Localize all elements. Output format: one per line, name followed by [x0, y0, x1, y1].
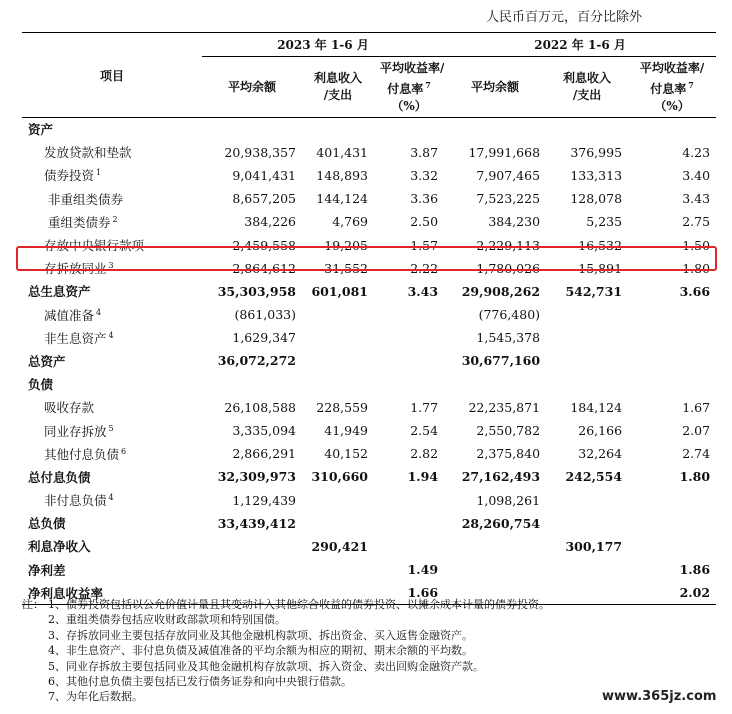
interest-2023-cell: 31,552: [324, 260, 368, 276]
avg-balance-2022-cell: 2,550,782: [476, 423, 541, 439]
yield-2023-cell: 2.22: [410, 260, 439, 276]
section-row: [22, 118, 716, 141]
yield-2023-cell: 3.43: [407, 283, 439, 299]
interest-2023-cell: 41,949: [324, 423, 368, 439]
interest-2022-cell: [546, 303, 628, 326]
interest-2023-cell: [302, 349, 374, 372]
yield-2023-cell: 3.87: [410, 144, 439, 160]
yield-2023-cell: 3.32: [410, 167, 439, 183]
interest-2023-cell: 401,431: [316, 144, 368, 160]
interest-2022-cell: [546, 326, 628, 349]
row-label: 发放贷款和垫款: [44, 145, 132, 161]
yield-2023-cell: 2.82: [410, 446, 439, 462]
yield-2023-cell: [374, 535, 444, 558]
table-row: [22, 164, 716, 187]
interest-2023-cell: 19,205: [324, 237, 368, 253]
yield-2022-cell: [628, 303, 716, 326]
avg-balance-2023-cell: 2,459,558: [232, 237, 296, 253]
row-label: 净利差: [28, 562, 66, 578]
footnote-7: 7、为年化后数据。: [48, 690, 143, 704]
table-row: [22, 558, 716, 581]
yield-2023-cell: [374, 326, 444, 349]
row-label: 净利息收益率: [22, 581, 202, 604]
yield-2023-cell: [374, 303, 444, 326]
interest-2022-cell: 128,078: [570, 191, 623, 207]
interest-2023-cell: 290,421: [311, 538, 368, 554]
interest-2023-cell: [302, 558, 374, 581]
yield-2023-cell: 1.49: [407, 562, 439, 578]
yield-2023-cell: 1.66: [374, 581, 444, 604]
row-label: 其他付息负债 $^6$: [44, 446, 127, 462]
interest-2023-cell: [302, 303, 374, 326]
yield-2022-cell: 3.43: [682, 191, 711, 207]
row-label: 总资产: [28, 353, 66, 369]
footnote-row: [22, 689, 550, 704]
avg-balance-2022-cell: (776,480): [478, 307, 541, 323]
interest-2022-cell: 32,264: [578, 446, 623, 462]
avg-balance-2023-cell: 3,335,094: [232, 423, 296, 439]
table-row: [22, 303, 716, 326]
interest-2022-cell: 133,313: [570, 167, 623, 183]
avg-balance-2022-cell: 384,230: [488, 214, 541, 230]
interest-2023-cell: 144,124: [316, 191, 368, 207]
period-header-row: [22, 33, 716, 57]
footnote-2: 2、重组类债券包括应收财政部款项和特别国债。: [48, 613, 286, 627]
yield-2022-cell: [628, 326, 716, 349]
avg-balance-2022-cell: 30,677,160: [461, 353, 541, 369]
table-row: [22, 349, 716, 372]
table-row: [22, 210, 716, 233]
row-label: 非重组类债券: [48, 191, 124, 207]
yield-2023-cell: 2.54: [410, 423, 439, 439]
interest-header-2022: 利息收入 /支出: [546, 57, 628, 118]
avg-balance-2023-cell: 1,129,439: [232, 492, 296, 508]
footnote-1: 1、债券投资包括以公允价值计量且其变动计入其他综合收益的债券投资、以摊余成本计量的债券投资。: [48, 598, 550, 611]
row-label: 存拆放同业 $^3$: [44, 261, 114, 277]
interest-2022-cell: [546, 349, 628, 372]
avg-balance-2022-cell: 17,991,668: [468, 144, 541, 160]
yield-2023-cell: 1.77: [410, 399, 439, 415]
avg-balance-2022-cell: 1,780,026: [476, 260, 541, 276]
item-header: 项目: [22, 33, 202, 118]
table-row: [22, 419, 716, 442]
yield-2022-cell: 1.80: [682, 260, 711, 276]
avg-balance-2023-cell: 2,866,291: [232, 446, 296, 462]
avg-balance-2022-cell: [444, 535, 546, 558]
period-2023-header: 2023 年 1-6 月: [202, 33, 444, 57]
yield-2023-cell: 1.94: [407, 469, 439, 485]
watermark: www.365jz.com: [602, 689, 717, 704]
unit-note: 人民币百万元，百分比除外: [486, 10, 643, 25]
row-label: 总生息资产: [28, 284, 91, 300]
interest-2022-cell: [546, 512, 628, 535]
table-row: [22, 442, 716, 465]
footnote-3: 3、存拆放同业主要包括存放同业及其他金融机构款项、拆出资金、买入返售金融资产。: [48, 628, 473, 642]
table-row: [22, 141, 716, 164]
avg-balance-2022-cell: 28,260,754: [461, 515, 541, 531]
footnote-4: 4、非生息资产、非付息负债及减值准备的平均余额为相应的期初、期末余额的平均数。: [48, 644, 473, 658]
yield-2023-cell: [374, 489, 444, 512]
yield-2022-cell: 1.67: [682, 399, 711, 415]
yield-2022-cell: 2.02: [628, 581, 716, 604]
yield-2023-cell: 2.50: [410, 214, 439, 230]
interest-2023-cell: 310,660: [311, 469, 368, 485]
table-row: [22, 396, 716, 419]
interest-2022-cell: 26,166: [578, 423, 623, 439]
yield-2022-cell: [628, 535, 716, 558]
interest-2022-cell: 542,731: [565, 283, 623, 299]
avg-balance-2022-cell: 7,907,465: [476, 167, 541, 183]
yield-2022-cell: 1.80: [679, 469, 711, 485]
avg-balance-2022-cell: [444, 558, 546, 581]
avg-balance-header-2023: 平均余额: [202, 57, 302, 118]
avg-balance-2022-cell: 29,908,262: [461, 283, 541, 299]
interest-2022-cell: 376,995: [570, 144, 623, 160]
avg-balance-2023-cell: 26,108,588: [224, 399, 296, 415]
yield-2022-cell: [628, 512, 716, 535]
avg-balance-2022-cell: 1,545,378: [476, 330, 541, 346]
row-label: 债券投资 $^1$: [44, 168, 102, 184]
footnote-row: [22, 674, 550, 689]
footnote-6: 6、其他付息负债主要包括已发行债务证券和向中央银行借款。: [48, 675, 352, 689]
footnote-row: [22, 628, 550, 643]
table-row: [22, 489, 716, 512]
highlight-box: [16, 246, 717, 271]
interest-2023-cell: 228,559: [316, 399, 368, 415]
avg-balance-2022-cell: 1,098,261: [476, 492, 541, 508]
avg-balance-2023-cell: 2,864,612: [232, 260, 296, 276]
avg-balance-2023-cell: (861,033): [234, 307, 296, 323]
avg-balance-2022-cell: 27,162,493: [461, 469, 541, 485]
interest-2022-cell: [546, 558, 628, 581]
interest-2023-cell: [302, 326, 374, 349]
yield-2022-cell: [628, 489, 716, 512]
avg-balance-2022-cell: 2,229,113: [476, 237, 541, 253]
row-label: 总负债: [28, 516, 66, 532]
footnote-row: [22, 597, 550, 612]
yield-2022-cell: [628, 349, 716, 372]
avg-balance-2022-cell: 2,375,840: [476, 446, 541, 462]
interest-2022-cell: 15,891: [578, 260, 623, 276]
avg-balance-2023-cell: [202, 535, 302, 558]
interest-2023-cell: [302, 489, 374, 512]
avg-balance-2023-cell: 384,226: [244, 214, 296, 230]
footnote-row: [22, 612, 550, 627]
notes-label: 注：: [22, 598, 44, 611]
yield-2023-cell: 1.57: [410, 237, 439, 253]
avg-balance-2023-cell: 36,072,272: [217, 353, 296, 369]
yield-2022-cell: 3.66: [679, 283, 711, 299]
row-label: 利息净收入: [28, 539, 91, 555]
table-row: [22, 512, 716, 535]
row-label: 重组类债券 $^2$: [48, 214, 118, 230]
interest-header-2023: 利息收入 /支出: [302, 57, 374, 118]
avg-balance-header-2022: 平均余额: [444, 57, 546, 118]
interest-2023-cell: 601,081: [311, 283, 368, 299]
yield-2022-cell: 2.75: [682, 214, 711, 230]
yield-2022-cell: 3.40: [682, 167, 711, 183]
average-balance-table: [22, 32, 716, 605]
table-row: [22, 326, 716, 349]
avg-balance-2022-cell: 22,235,871: [468, 399, 541, 415]
row-label: 非付息负债 $^4$: [44, 493, 114, 509]
yield-2023-cell: 3.36: [410, 191, 439, 207]
row-label: 负债: [28, 377, 54, 393]
yield-2022-cell: 1.86: [679, 562, 711, 578]
yield-2022-cell: 2.07: [682, 423, 711, 439]
table-row: [22, 535, 716, 558]
table-row: [22, 280, 716, 303]
interest-2023-cell: 4,769: [332, 214, 368, 230]
footnote-5: 5、同业存拆放主要包括同业及其他金融机构存放款项、拆入资金、卖出回购金融资产款。: [48, 659, 484, 673]
yield-2022-cell: 1.50: [682, 237, 711, 253]
footnotes: [22, 597, 550, 705]
section-row: [22, 373, 716, 396]
yield-2023-cell: [374, 349, 444, 372]
avg-balance-2023-cell: 35,303,958: [217, 283, 296, 299]
row-label: 同业存拆放 $^5$: [44, 423, 114, 439]
avg-balance-2023-cell: 33,439,412: [217, 515, 296, 531]
interest-2023-cell: 40,152: [324, 446, 368, 462]
interest-2022-cell: [546, 489, 628, 512]
footnote-row: [22, 659, 550, 674]
interest-2022-cell: 16,532: [578, 237, 623, 253]
yield-2023-cell: [374, 512, 444, 535]
table-row: [22, 465, 716, 488]
avg-balance-2023-cell: 8,657,205: [232, 191, 296, 207]
avg-balance-2023-cell: [202, 558, 302, 581]
interest-2022-cell: 5,235: [586, 214, 623, 230]
row-label: 存放中央银行款项: [44, 238, 145, 254]
row-label: 总付息负债: [28, 469, 91, 485]
yield-2022-cell: 2.74: [682, 446, 711, 462]
footnote-row: [22, 643, 550, 658]
avg-balance-2022-cell: 7,523,225: [476, 191, 541, 207]
yield-header-2023: 平均收益率/ 付息率 $^7$ （%）: [374, 57, 444, 118]
row-label: 吸收存款: [44, 400, 95, 416]
avg-balance-2023-cell: 20,938,357: [224, 144, 296, 160]
period-2022-header: 2022 年 1-6 月: [444, 33, 716, 57]
interest-2022-cell: [546, 581, 628, 604]
row-label: 非生息资产 $^4$: [44, 330, 114, 346]
yield-2022-cell: 4.23: [682, 144, 711, 160]
row-label: 减值准备 $^4$: [44, 307, 102, 323]
yield-header-2022: 平均收益率/ 付息率 $^7$ （%）: [628, 57, 716, 118]
avg-balance-2023-cell: 9,041,431: [232, 167, 296, 183]
interest-2022-cell: 242,554: [565, 469, 623, 485]
avg-balance-2023-cell: 32,309,973: [217, 469, 296, 485]
interest-2022-cell: 184,124: [570, 399, 623, 415]
table-row: [22, 187, 716, 210]
interest-2023-cell: 148,893: [316, 167, 368, 183]
avg-balance-2023-cell: 1,629,347: [232, 330, 296, 346]
interest-2023-cell: [302, 512, 374, 535]
interest-2022-cell: 300,177: [565, 538, 623, 554]
row-label: 资产: [28, 122, 54, 138]
